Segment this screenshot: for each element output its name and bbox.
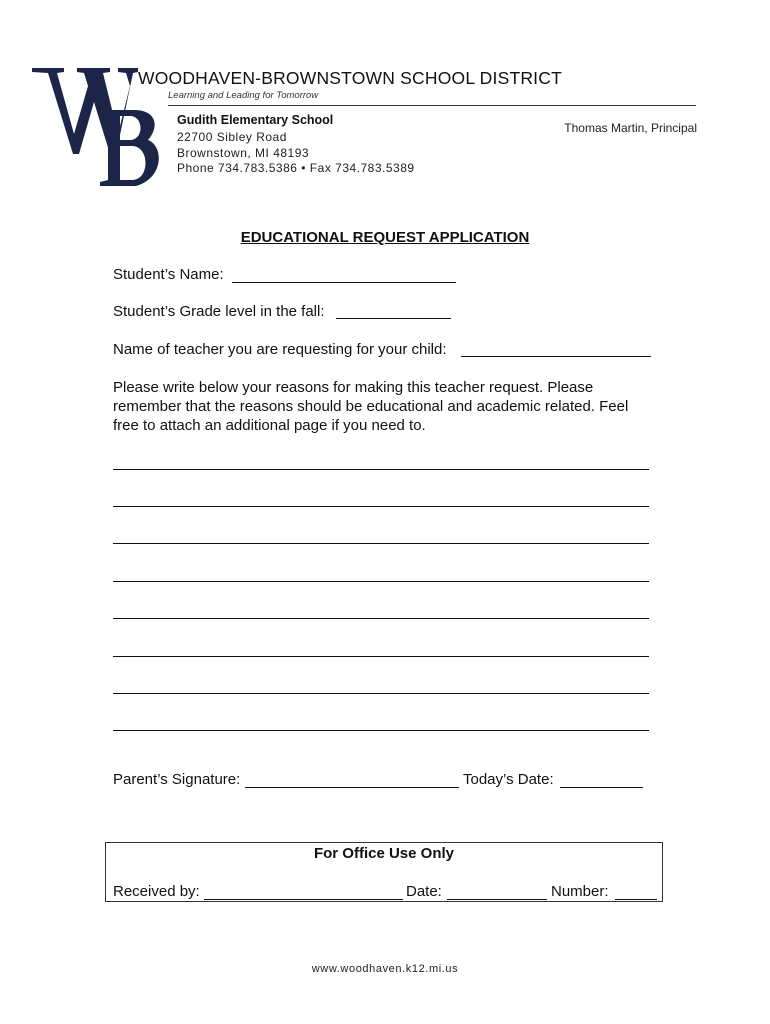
office-use-title: For Office Use Only [313, 845, 455, 862]
header-divider [168, 105, 696, 106]
office-date-label: Date: [406, 883, 442, 900]
reason-line[interactable] [113, 506, 649, 507]
district-tagline: Learning and Leading for Tomorrow [168, 90, 319, 101]
grade-level-label: Student’s Grade level in the fall: [113, 303, 325, 320]
student-name-field[interactable] [232, 282, 456, 283]
reason-line[interactable] [113, 730, 649, 731]
district-website: www.woodhaven.k12.mi.us [311, 963, 459, 975]
today-date-field[interactable] [560, 787, 643, 788]
office-date-field[interactable] [447, 899, 547, 900]
reason-line[interactable] [113, 693, 649, 694]
reason-line[interactable] [113, 543, 649, 544]
school-name: Gudith Elementary School [177, 113, 334, 127]
reason-line[interactable] [113, 581, 649, 582]
form-title: EDUCATIONAL REQUEST APPLICATION [240, 229, 530, 246]
school-address-city: Brownstown, MI 48193 [177, 146, 310, 160]
reasons-instructions: Please write below your reasons for making this teacher request. Please remember that the reasons should be educational and academic related. Feel free to attach an additional page if you need to. [113, 379, 629, 434]
parent-signature-field[interactable] [245, 787, 459, 788]
reason-line[interactable] [113, 656, 649, 657]
school-address-street: 22700 Sibley Road [177, 130, 287, 144]
today-date-label: Today’s Date: [463, 771, 554, 788]
reason-line[interactable] [113, 618, 649, 619]
teacher-request-field[interactable] [461, 356, 651, 357]
office-number-field[interactable] [615, 899, 657, 900]
district-name: WOODHAVEN-BROWNSTOWN SCHOOL DISTRICT [138, 68, 562, 88]
reason-line[interactable] [113, 469, 649, 470]
grade-level-field[interactable] [336, 318, 451, 319]
received-by-label: Received by: [113, 883, 200, 900]
parent-signature-label: Parent’s Signature: [113, 771, 241, 788]
school-phone-fax: Phone 734.783.5386 • Fax 734.783.5389 [177, 161, 415, 175]
teacher-request-label: Name of teacher you are requesting for your child: [113, 341, 447, 358]
student-name-label: Student’s Name: [113, 266, 224, 283]
received-by-field[interactable] [204, 899, 403, 900]
office-number-label: Number: [551, 883, 609, 900]
principal-name: Thomas Martin, Principal [564, 121, 697, 135]
